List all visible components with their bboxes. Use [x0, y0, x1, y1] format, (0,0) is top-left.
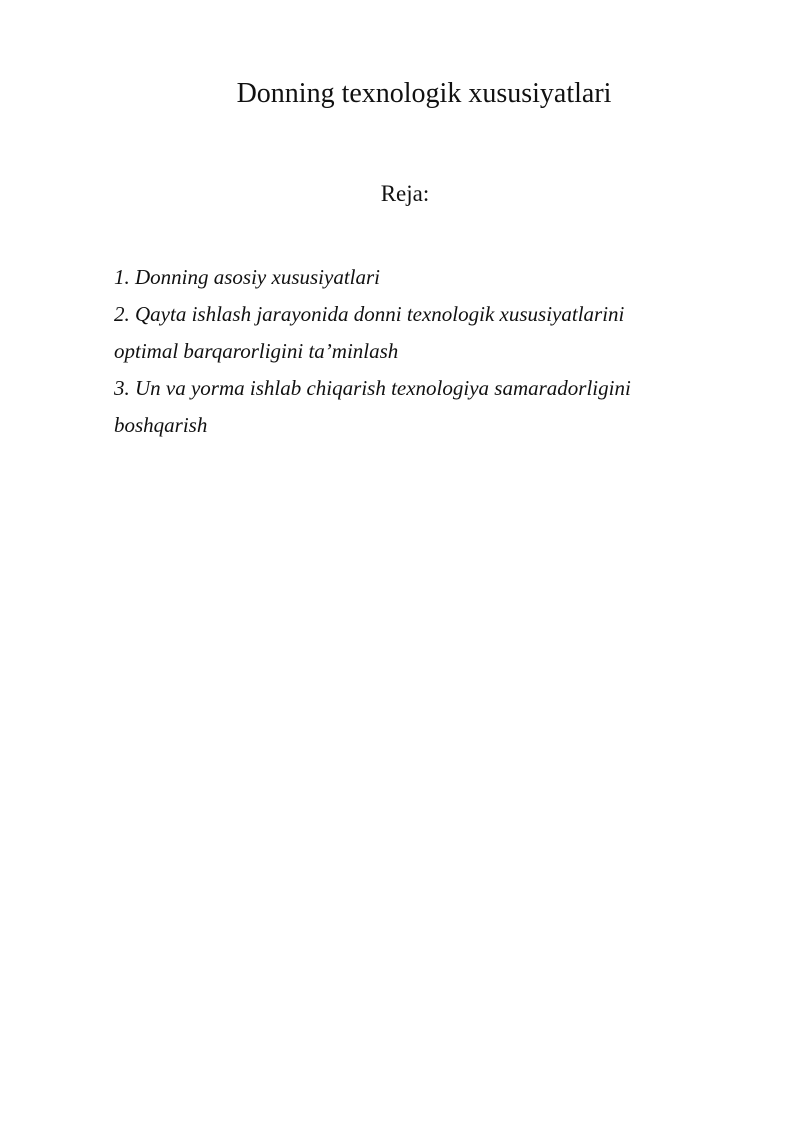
- document-title: Donning texnologik xususiyatlari: [236, 78, 612, 109]
- plan-heading: Reja:: [380, 181, 430, 206]
- plan-list: [114, 259, 674, 444]
- plan-item: 3. Un va yorma ishlab chiqarish texnologiya samaradorligini boshqarish: [114, 376, 631, 437]
- plan-item: 2. Qayta ishlash jarayonida donni texnologik xususiyatlarini optimal barqarorligini ta’minlash: [114, 302, 625, 363]
- plan-item: 1. Donning asosiy xususiyatlari: [114, 265, 380, 289]
